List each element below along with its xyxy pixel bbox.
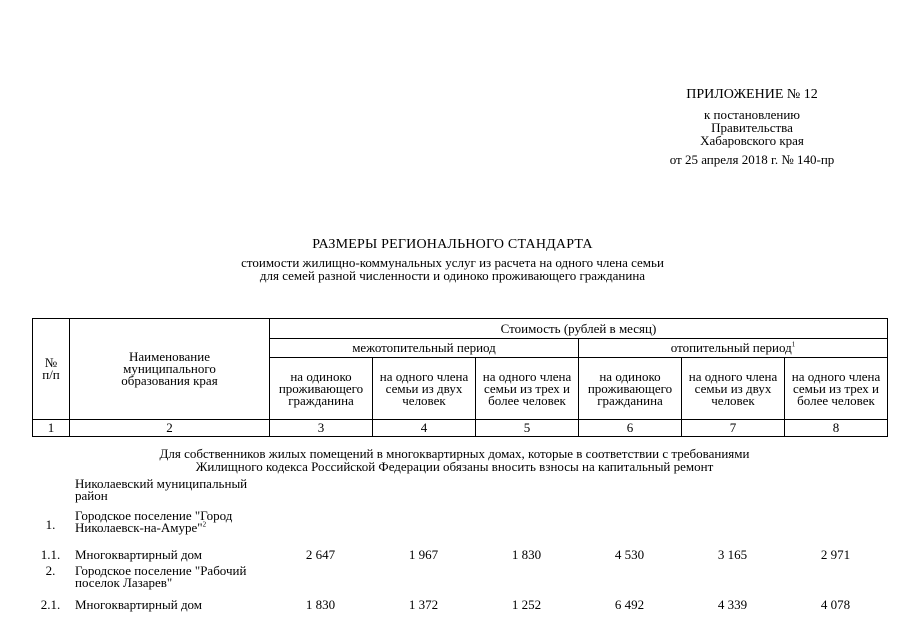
col-header-sub: на одного члена семьи из двух человек bbox=[682, 358, 785, 420]
section-note-line-2: Жилищного кодекса Российской Федерации обязаны вносить взносы на капитальный ремонт bbox=[195, 459, 714, 474]
value-cell bbox=[372, 478, 475, 510]
index-cell: 5 bbox=[476, 420, 579, 437]
table-row bbox=[32, 510, 887, 540]
value-cell bbox=[578, 510, 681, 540]
index-cell: 2 bbox=[70, 420, 270, 437]
value-cell: 1 967 bbox=[408, 547, 439, 562]
footnote-marker: 2 bbox=[202, 520, 207, 529]
value-cell bbox=[372, 562, 475, 592]
table-row bbox=[32, 592, 887, 612]
index-cell: 1 bbox=[33, 420, 70, 437]
appendix-date: от 25 апреля 2018 г. № 140-пр bbox=[669, 152, 835, 167]
value-cell bbox=[475, 510, 578, 540]
subtitle-line-1: стоимости жилищно-коммунальных услуг из расчета на одного члена семьи bbox=[241, 255, 664, 270]
subtitle-line-2: для семей разной численности и одиноко проживающего гражданина bbox=[259, 268, 646, 283]
index-cell: 3 bbox=[270, 420, 373, 437]
col-header-sub: на одиноко проживающего гражданина bbox=[579, 358, 682, 420]
value-cell bbox=[681, 510, 784, 540]
value-cell bbox=[681, 562, 784, 592]
value-cell bbox=[784, 478, 887, 510]
document-title: РАЗМЕРЫ РЕГИОНАЛЬНОГО СТАНДАРТА bbox=[312, 237, 593, 252]
value-cell bbox=[269, 478, 372, 510]
value-cell: 1 830 bbox=[511, 547, 542, 562]
value-cell: 2 647 bbox=[305, 547, 336, 562]
row-number: 2. bbox=[45, 563, 56, 578]
value-cell: 4 530 bbox=[614, 547, 645, 562]
row-number: 1. bbox=[45, 517, 56, 532]
data-table bbox=[32, 478, 887, 612]
value-cell bbox=[784, 510, 887, 540]
document-subtitle bbox=[0, 256, 905, 282]
row-name-text: Многоквартирный дом bbox=[75, 597, 203, 612]
appendix-heading: ПРИЛОЖЕНИЕ № 12 bbox=[686, 87, 818, 102]
value-cell: 2 971 bbox=[820, 547, 851, 562]
table-row bbox=[32, 478, 887, 510]
value-cell: 1 252 bbox=[511, 597, 542, 612]
value-cell bbox=[475, 478, 578, 510]
index-cell: 8 bbox=[785, 420, 888, 437]
appendix-line: Правительства bbox=[711, 120, 793, 135]
appendix-line: Хабаровского края bbox=[700, 133, 804, 148]
col-header-cost: Стоимость (рублей в месяц) bbox=[270, 319, 888, 339]
appendix-line: к постановлению bbox=[703, 107, 801, 122]
col-header-sub: на одного члена семьи из трех и более человек bbox=[785, 358, 888, 420]
row-name-text: Николаевский муниципальный район bbox=[75, 476, 248, 503]
period-heating-label: отопительный период bbox=[670, 340, 792, 355]
row-number: 2.1. bbox=[40, 597, 61, 612]
value-cell bbox=[578, 562, 681, 592]
row-name-text: Многоквартирный дом bbox=[75, 547, 203, 562]
table-row bbox=[32, 562, 887, 592]
header-table bbox=[32, 318, 888, 437]
col-header-period-inter: межотопительный период bbox=[270, 339, 579, 358]
col-header-sub: на одного члена семьи из трех и более человек bbox=[476, 358, 579, 420]
value-cell bbox=[578, 478, 681, 510]
row-name bbox=[69, 592, 269, 612]
section-note-line-1: Для собственников жилых помещений в многоквартирных домах, которые в соответствии с требованиями bbox=[159, 446, 750, 461]
row-name-text: Городское поселение "Город Николаевск-на-Амуре" bbox=[75, 508, 233, 535]
row-number: 1.1. bbox=[40, 547, 61, 562]
value-cell: 4 339 bbox=[717, 597, 748, 612]
index-cell: 4 bbox=[373, 420, 476, 437]
value-cell: 6 492 bbox=[614, 597, 645, 612]
index-cell: 7 bbox=[682, 420, 785, 437]
row-name bbox=[69, 540, 269, 562]
footnote-marker: 1 bbox=[791, 340, 796, 349]
value-cell: 1 830 bbox=[305, 597, 336, 612]
value-cell bbox=[475, 562, 578, 592]
row-name bbox=[69, 510, 269, 540]
value-cell: 4 078 bbox=[820, 597, 851, 612]
row-number bbox=[32, 478, 69, 510]
col-header-number: № п/п bbox=[33, 319, 70, 420]
value-cell bbox=[269, 510, 372, 540]
col-header-sub: на одного члена семьи из двух человек bbox=[373, 358, 476, 420]
value-cell bbox=[372, 510, 475, 540]
index-cell: 6 bbox=[579, 420, 682, 437]
section-note bbox=[32, 447, 877, 473]
row-name bbox=[69, 478, 269, 510]
value-cell bbox=[681, 478, 784, 510]
row-name-text: Городское поселение "Рабочий поселок Лазарев" bbox=[75, 563, 247, 590]
col-header-period-heating bbox=[579, 339, 888, 358]
col-header-sub: на одиноко проживающего гражданина bbox=[270, 358, 373, 420]
appendix-block bbox=[600, 88, 904, 166]
table-row bbox=[32, 540, 887, 562]
value-cell: 1 372 bbox=[408, 597, 439, 612]
row-name bbox=[69, 562, 269, 592]
value-cell bbox=[269, 562, 372, 592]
col-header-name: Наименование муниципального образования края bbox=[70, 319, 270, 420]
value-cell: 3 165 bbox=[717, 547, 748, 562]
value-cell bbox=[784, 562, 887, 592]
